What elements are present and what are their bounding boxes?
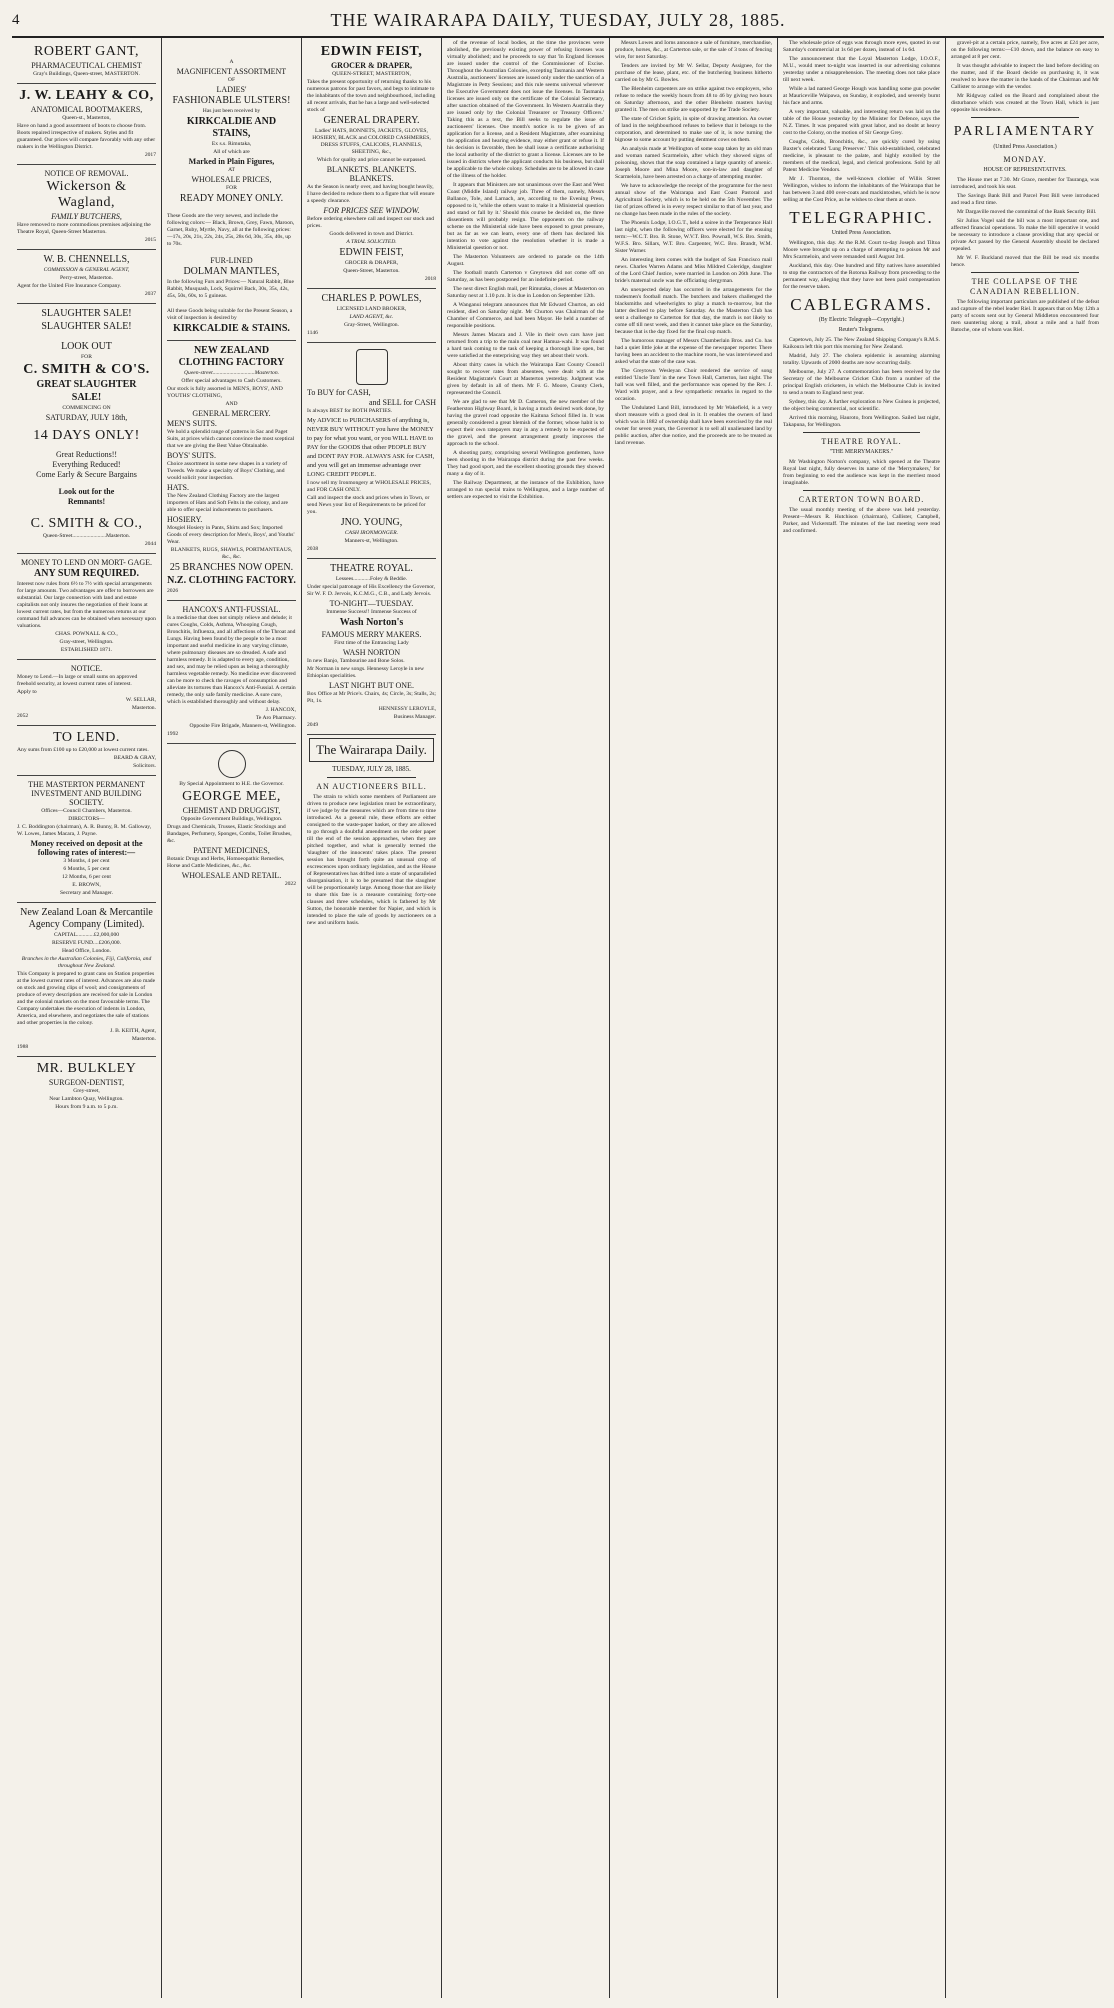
ad-place: Masterton. xyxy=(131,705,156,711)
ad-role: LICENSED LAND BROKER, xyxy=(336,306,407,312)
ad-line: BLANKETS, RUGS, SHAWLS, PORTMANTEAUS, &c., &c. xyxy=(170,547,293,560)
section-title-telegraphic: TELEGRAPHIC. xyxy=(789,208,934,227)
news-item: A shooting party, comprising several Wellington gentlemen, have been shooting in the Wairarapa district during the past few weeks. They had good sport, and the excellent shooting grounds they showed many a day of it. xyxy=(447,450,604,477)
ad-hours: Hours from 9 a.m. to 5 p.m. xyxy=(55,1104,118,1110)
ad-line: FASHIONABLE ULSTERS! xyxy=(172,95,291,106)
news-item: The Undulated Land Bill, introduced by Mr Wakefield, is a very short measure with a good deal in it. It enables the owners of land which was in 1882 of ownership shall have been exercised by the real owner for seven years, the Governor is to sell all unalienated land by public auction, after due notice, and the proceeds are to be treated as land revenue. xyxy=(615,405,772,446)
ad-line: Come Early & Secure Bargains xyxy=(36,470,137,479)
parliament-item: Sir Julius Vogel said the bill was a most important one, and affected financial operations. To make the bill operative it would be necessary to introduce a clause providing that any special or private Act passed by the General Assembly should be declared repealed. xyxy=(951,218,1099,252)
news-item: An unexpected delay has occurred in the arrangements for the tradesmen's football match. The butchers and bakers challenged the blacksmiths and wheelwrights to play a match to-morrow, but the latter declined to play before Saturday. As the Masterton Club has sent a challenge to Carterton for that day, the match is not likely to come off till next week, and then it cannot take place on the Saturday, because that is the day fixed for the final cup match. xyxy=(615,287,772,335)
ad-chennells xyxy=(17,250,156,304)
column-2 xyxy=(162,38,302,1998)
news-item: An interesting item comes with the budget of San Francisco mail news. Charles Warren Adams and Miss Mildred Coleridge, daughter of the Lord Chief Justice, were married in London on 26th June. The bride's maternal uncle was the officiating clergyman. xyxy=(615,257,772,284)
ad-reserve: RESERVE FUND....£206,000. xyxy=(51,940,121,946)
ad-name: J. HANCOX, xyxy=(265,707,296,713)
ad-office: Head Office, London. xyxy=(62,948,111,954)
ad-number: 2015 xyxy=(144,237,156,243)
ad-number: 2037 xyxy=(144,291,156,297)
ad-head: HANCOX'S ANTI-FUSSIAL. xyxy=(182,605,281,614)
ad-name: EDWIN FEIST, xyxy=(320,44,423,59)
ad-names: J. C. Boddington (chairman), A. R. Bunny, R. M. Galloway, W. Lowes, James Macara, J. Payne. xyxy=(17,824,152,837)
review-text: Mr Washington Norton's company, which opened at the Theatre Royal last night, fully deserves its name of the 'Merrymakers,' for from beginning to end the audience was kept in the merriest mood imaginable. xyxy=(783,459,940,486)
ad-line: TO-NIGHT—TUESDAY. xyxy=(329,599,414,608)
ad-role: SURGEON-DENTIST, xyxy=(48,1078,125,1087)
section-subtitle: "THE MERRYMAKERS." xyxy=(829,449,894,455)
ad-address: Perry-street, Masterton. xyxy=(60,275,113,281)
news-item: It appears that Ministers are not unanimous over the East and West Coast (Middle Island) railway job. Three of them, namely, Messrs Ballance, Tole, and Larnach, are, according to the Evening Press, opposed to it, 'while the others want to make it a Ministerial question and stand or fall by it.' Should this course be decided on, the three dissentients will probably resign. The opponents on the railway scheme on the Ministerial side have been exposed to great pressure, but as far as we can learn, every one of them has declared his intention to vote against the resolution whether it is made a Ministerial question or not. xyxy=(447,182,604,251)
ad-text: Have removed to more commodious premises adjoining the Theatre Royal, Queen-Street Masterton. xyxy=(17,222,151,235)
ad-head: MONEY TO LEND ON MORT- GAGE. xyxy=(20,558,153,567)
ad-role: GROCER & DRAPER, xyxy=(344,260,399,266)
column-3 xyxy=(302,38,442,1998)
editorial-date: TUESDAY, JULY 28, 1885. xyxy=(332,765,411,773)
ad-address: Queen-Street, Masterton. xyxy=(343,268,400,274)
cablegram: Madrid, July 27. The cholera epidemic is assuming alarming totality. Upwards of 2000 deaths are now occurring daily. xyxy=(783,353,940,366)
ad-nz-loan xyxy=(17,903,156,1057)
house-heading: HOUSE OF REPRESENTATIVES. xyxy=(983,167,1067,173)
news-item: Messrs Lowes and Iorns announce a sale of furniture, merchandise, produce, horses, &c., at Carterton sale, or the sale of 3 tons of fencing wire, for next Saturday. xyxy=(615,40,772,60)
ad-sub: LAND AGENT, &c. xyxy=(349,314,394,320)
news-item: While a lad named George Hough was handling some gun powder at Mauriceville Waipawa, on Sunday, it exploded, and severely burnt his face and arms. xyxy=(783,86,940,106)
ad-rate: 12 Months, 6 per cent xyxy=(62,874,111,880)
ad-text: Is a medicine that does not simply relieve and delude; it cures Coughs, Colds, Asthma, Whooping Cough, Bronchitis, Influenza, and all affections of the Throat and Lungs. Having been found by the people to be a most important and useful medicine in any varying climate, where pulmonary diseases are so dreaded. A safe and harmless remedy. It is adapted to every age, condition, and sex, and may be relied upon as being a thoroughly harmless vegetable remedy. No medicine ever discovered can be more to check the ravages of consumption and alleviate its tortures than Hancox's Anti-Fussial. A certain remedy, the only safe family medicine. A sure cure, which is established thoroughly and without delay. xyxy=(167,615,296,705)
report-text: Mr Ridgway called on the Board and complained about the disturbance which was created at the Town Hall, which is just opposite his residence. xyxy=(951,93,1099,113)
ad-text: Before ordering elsewhere call and inspect our stock and prices. xyxy=(307,216,435,229)
ad-apply: Apply to xyxy=(17,689,37,695)
ad-head: THE MASTERTON PERMANENT INVESTMENT AND BUILDING SOCIETY. xyxy=(28,780,145,807)
ad-place: Manners-st, Wellington. xyxy=(344,538,399,544)
ad-jno-young xyxy=(307,343,436,559)
ad-line: GENERAL MERCERY. xyxy=(192,409,271,418)
ad-role: Te Aro Pharmacy. xyxy=(255,715,296,721)
ad-building-society xyxy=(17,776,156,903)
ad-line: WHOLESALE AND RETAIL. xyxy=(181,871,282,880)
ad-line: N.Z. CLOTHING FACTORY. xyxy=(167,575,296,586)
ad-theatre-royal xyxy=(307,559,436,735)
ad-notice-sellar xyxy=(17,660,156,726)
ad-text: Our stock is fully assorted in MEN'S, BOYS', AND YOUTHS' CLOTHING, xyxy=(167,386,283,399)
ad-line: FUR-LINED xyxy=(210,256,253,265)
cablegram: Capetown, July 25. The New Zealand Shipping Company's R.M.S. Kaikoura left this port this morning for New Zealand. xyxy=(783,337,940,350)
section-title-carterton: CARTERTON TOWN BOARD. xyxy=(798,495,925,504)
ad-appointment: By Special Appointment to H.E. the Governor. xyxy=(179,781,284,787)
ad-powles xyxy=(307,289,436,343)
section-subtitle: United Press Association. xyxy=(831,230,892,236)
parliament-item: Mr Dargaville moved the committal of the Bank Security Bill. xyxy=(957,209,1097,215)
ad-line: SLAUGHTER SALE! xyxy=(41,321,132,332)
parliament-item: The Savings Bank Bill and Parcel Post Bill were introduced and read a first time. xyxy=(951,193,1099,206)
ad-line: A TRIAL SOLICITED. xyxy=(346,239,397,245)
ad-line: Ladies' HATS, BONNETS, JACKETS, GLOVES, HOSIERY, BLACK and COLORED CASHMERES, DRESS STUFFS, CALICOES, FLANNELS, SHEETING, &c., xyxy=(312,128,431,155)
ad-line: 25 BRANCHES NOW OPEN. xyxy=(169,562,294,573)
masthead xyxy=(12,6,1104,38)
divider xyxy=(803,432,920,433)
parliament-item: Mr W. F. Buckland moved that the Bill be read six months hence. xyxy=(951,255,1099,268)
ad-date: SATURDAY, JULY 18th, xyxy=(45,413,128,422)
ad-line: GENERAL DRAPERY. xyxy=(323,115,420,126)
ad-name: Wickerson & Wagland, xyxy=(46,179,127,210)
news-item: We are glad to see that Mr D. Cameron, the new member of the Featherston Highway Board, is having a much desired work done, by having the gravel road opposite the Kaituna School filled in. It was generally considered a great blemish of the former, whose habit is to expect their own ratepayers may in any a remedy to be expected of the gravel, and the present arrangement greatly improves the approach to the school. xyxy=(447,399,604,447)
ad-wickerson xyxy=(17,165,156,250)
ad-name: CHARLES P. POWLES, xyxy=(321,293,422,304)
ad-line: FOR xyxy=(226,185,237,191)
parliament-item: The House met at 7.30. Mr Grace, member for Tauranga, was introduced, and took his seat. xyxy=(951,177,1099,190)
ad-head: TO LEND. xyxy=(53,730,120,745)
ad-address: Queen-st., Masterton, xyxy=(62,115,111,121)
news-item: The Masterton Volunteers are ordered to parade on the 14th August. xyxy=(447,254,604,267)
ad-name: MR. BULKLEY xyxy=(36,1061,137,1076)
ad-subhead: HATS. xyxy=(167,483,190,492)
ad-name: W. B. CHENNELLS, xyxy=(43,254,130,265)
ad-trade: FAMILY BUTCHERS, xyxy=(51,212,122,221)
ad-text: Box Office at Mr Price's. Chairs, 4s; Circle, 3s; Stalls, 2s; Pit, 1s. xyxy=(307,691,436,704)
news-item: The Railway Department, at the instance of the Exhibition, have arranged to run special trains to Wellington, and a large number of settlers are expected to visit the Exhibition. xyxy=(447,480,604,500)
ad-est: ESTABLISHED 1871. xyxy=(60,647,113,653)
ad-line: 14 DAYS ONLY! xyxy=(33,428,140,443)
ad-sub: ANY SUM REQUIRED. xyxy=(34,568,139,579)
ad-number: 1988 xyxy=(17,1044,29,1050)
ad-line: LADIES' xyxy=(216,85,247,94)
ad-text: Agent for the United Fire Insurance Company. xyxy=(17,283,122,289)
ad-line: BLANKETS. BLANKETS. BLANKETS. xyxy=(326,165,417,183)
ad-hancox xyxy=(167,601,296,744)
news-item: The state of Cricket Spirit, in spite of drawing attention. An owner of land in the neighbourhood refuses to believe that it belongs to the corporation, and determined to make use of it, is now turning the bignose to some account by putting dentment cows on them. xyxy=(615,116,772,143)
ad-text: Botanic Drugs and Herbs, Homoeopathic Remedies, Horse and Cattle Medicines, &c., &c. xyxy=(167,856,285,869)
ad-line: Offer special advantages to Cash Customers. xyxy=(181,378,282,384)
ad-text: The New Zealand Clothing Factory are the largest importers of Hats and Soft Felts in the colony, and are able to offer special inducements to purchasers. xyxy=(167,493,288,513)
news-item: The wholesale price of eggs was through more eyes, quoted in our Saturday's commercial at 1s 6d per dozen, instead of 1s 6d. xyxy=(783,40,940,53)
ad-line: and SELL for CASH xyxy=(368,398,436,407)
day-heading: MONDAY. xyxy=(1003,155,1047,164)
ad-text: These Goods are the very newest, and include the following colors:— Black, Brown, Grey, Fawn, Maroon, Garnet, Ruby, Myrtle, Navy, all at the following prices:—17s, 20s, 21s, 22s, 24s, 25s, 28s 6d, 30s, 35s, 40s, up to 70s. xyxy=(167,213,295,247)
ad-name: JNO. YOUNG, xyxy=(340,517,403,528)
column-1 xyxy=(12,38,162,1998)
ad-text: Mr Norman in new songs. Hennessy Leroyle in new Ethiopian specialities. xyxy=(307,666,424,679)
ad-role: CASH IRONMONGER. xyxy=(344,530,399,536)
section-subtitle: (United Press Association.) xyxy=(993,144,1057,150)
divider xyxy=(327,777,416,778)
ad-address: Gray-Street, Wellington. xyxy=(344,322,399,328)
ad-name: HENNESSY LEROYLE, xyxy=(378,706,436,712)
ad-line: FAMOUS MERRY MAKERS. xyxy=(321,630,422,639)
leader-text: The strain to which some members of Parliament are driven to produce new legislation must be extraordinary, if we judge by the measures which are from time to time introduced. As a general rule, these efforts are either consigned to the waste-paper basket, or they are allowed to go through a doubtful amendment on the order paper till the end of the session approaches, when they are pitched together, and what is generally termed the 'slaughter of the innocents' takes place. The present session has brought forth quite an unusual crop of excrescences upon ordinary legislation, and as the House of Representatives has drifted into a state of unparalleled disorganisation, it is to be presumed that the slaughter will be proportionately large. Among those that are likely to share this fate is a measure containing forty-one clauses and three schedules, which is fathered by Mr Sutton, the honorable member for Napier, and which is intended to place the sale of goods by auctioneers on a new and uniform basis. xyxy=(307,794,436,926)
divider xyxy=(971,117,1079,118)
ad-line: LOOK OUT xyxy=(61,341,112,352)
ad-text: All these Goods being suitable for the Present Season, a visit of inspection is desired by xyxy=(167,308,293,321)
ad-branches: Branches in the Australian Colonies, Fiji, California, and throughout New Zealand. xyxy=(21,956,152,969)
ad-name: J. W. LEAHY & CO, xyxy=(19,88,154,103)
ad-trade: PHARMACEUTICAL CHEMIST xyxy=(31,61,142,70)
ad-text: In new Banjo, Tambourine and Bone Solos. xyxy=(307,658,405,664)
section-title-parliamentary: PARLIAMENTARY xyxy=(953,124,1097,139)
ad-line: OF xyxy=(227,77,236,83)
cablegram: Sydney, this day. A further exploration to New Guinea is projected, the object being commercial, not scientific. xyxy=(783,399,940,412)
ad-role: Secretary and Manager. xyxy=(60,890,113,896)
ad-number: 2022 xyxy=(284,881,296,887)
ad-text: Interest now rules from 6½ to 7½ with special arrangements for large amounts. Two advantages are offer to borrowers are substantial. Our large connection with land and estate capitalists not only insures the negotiation of their loans at lowest current rates, but from the numerous returns at our command full advances can be obtained when necessary upon valuations. xyxy=(17,581,156,629)
ad-line: Immense Success!! Immense Success of xyxy=(326,609,417,615)
column-4 xyxy=(442,38,610,1998)
ad-number: 2018 xyxy=(424,276,436,282)
ad-line: AT xyxy=(228,167,235,173)
ad-text: Takes the present opportunity of returning thanks to his numerous patrons for past favors, and begs to intimate to the inhabitants of the town and neighbourhood, including all recent arrivals, that he has a large and well-selected stock of xyxy=(307,79,436,113)
ad-offices: Offices—Council Chambers, Masterton. xyxy=(41,808,132,814)
ad-line: MAGNIFICENT ASSORTMENT xyxy=(176,67,287,76)
ad-line: First time of the Entrancing Lady xyxy=(334,640,409,646)
section-title-theatre: THEATRE ROYAL. xyxy=(821,437,902,446)
ad-rate: 3 Months, 4 per cent xyxy=(63,858,110,864)
ad-line: Is always BEST for BOTH PARTIES. xyxy=(307,408,393,414)
cablegram: Arrived this morning, Hauroto, from Wellington. Sailed last night, Takapuna, for Wellington. xyxy=(783,415,940,428)
ad-line: Goods delivered in town and District. xyxy=(329,231,414,237)
editorial-masthead: The Wairarapa Daily. xyxy=(309,738,434,762)
ad-address: Opposite Fire Brigade, Manners-st, Wellington. xyxy=(189,723,296,729)
ad-role: GROCER & DRAPER, xyxy=(330,61,413,70)
ad-role: Solicitors. xyxy=(133,763,156,769)
ad-text: Mosgiel Hosiery in Pants, Shirts and Sox; Imported Goods of every description for Men's, Boys', and Youths' Wear. xyxy=(167,525,295,545)
ad-line: Marked in Plain Figures, xyxy=(188,157,275,166)
ad-line: SALE! xyxy=(71,392,102,403)
ad-line: Look out for the xyxy=(58,487,115,496)
ad-name: BEARD & GRAY, xyxy=(113,755,156,761)
ad-edwin-feist xyxy=(307,40,436,289)
divider xyxy=(803,490,920,491)
ad-line: FOR PRICES SEE WINDOW. xyxy=(323,206,420,215)
ad-line: Lessees............Foley & Beddie. xyxy=(335,576,408,582)
columns xyxy=(12,38,1104,1998)
report-text: gravel-pit at a certain price, namely, five acres at £24 per acre, on the following terms:—£10 down, and the balance on easy to arranged at 8 per cent. xyxy=(951,40,1099,60)
ad-name: GEORGE MEE, xyxy=(182,789,281,804)
ad-line: Remnants! xyxy=(67,497,106,506)
ad-subhead: MEN'S SUITS. xyxy=(167,419,217,428)
report-text: The usual monthly meeting of the above was held yesterday. Present—Messrs R. Hutchison (chairman), Callister, Campbell, Parker, and Vickerstaff. The minutes of the last meeting were read and confirmed. xyxy=(783,507,940,534)
ad-directors: DIRECTORS— xyxy=(68,816,105,822)
ad-address: QUEEN-STREET, MASTERTON, xyxy=(332,71,411,77)
section-subtitle: (By Electric Telegraph—Copyright.) xyxy=(818,317,905,323)
telegram: Auckland, this day. One hundred and fifty natives have assembled to stop the contractors of the Rotorua Railway from proceeding to the permanent way, alleging that they have not been paid compensation for the reserve taken. xyxy=(783,263,940,290)
ad-firm: KIRKCALDIE & STAINS. xyxy=(173,323,290,334)
article-text: of the revenue of local bodies, at the time the provinces were abolished, the previously existing power of refusing licenses was virtually abolished; and he proceeds to say that 'In England licenses are issued under the control of the Commissioner of Excise. Throughout the Australian Colonies, excepting Tasmania and Western Australia, auctioneers' licenses are issued only under the sanction of a Magistrate in Petty Sessions; and this rule seems universal wherever the Executive Government does not issue the licenses. In Tasmania licenses are issued only on the certificate of the Colonial Secretary, after sanction obtained of the Government. In Western Australia they are issued only by the Colonial Treasurer or Treasury Officers.' Taking this as a text, the Bill seeks to regulate the issue of auctioneers' licenses. One month's notice is to be given of an application for a license, and a Resident Magistrate, after examining the application and hearing evidence, may either grant or refuse it. If his decision is favorable, then he shall issue a certificate authorising the local authority of the district to grant a license. Licenses are to be issued in districts where the applicant conducts his business, but shall be applicable to the whole colony. Schedules are to be allowed in case of the illness of the holder. xyxy=(447,40,604,179)
ad-agent: J. B. KEITH, Agent, xyxy=(110,1028,156,1034)
section-title-collapse: THE COLLAPSE OF THE CANADIAN REBELLION. xyxy=(969,277,1081,296)
leader-title: AN AUCTIONEERS BILL. xyxy=(316,782,427,791)
ad-line: AND xyxy=(225,401,238,407)
ad-number: 1992 xyxy=(167,731,179,737)
ad-role: Business Manager. xyxy=(393,714,436,720)
news-item: The next direct English mail, per Rimutaka, closes at Masterton on Saturday next at 1.10 p.m. It is due in London on September 12th. xyxy=(447,286,604,299)
ad-line: GREAT SLAUGHTER xyxy=(36,379,137,390)
news-item: A very important, valuable, and interesting return was laid on the table of the House yesterday by the Minister for Defence, says the N.Z. Times. It was prepared with great labor, and no doubt at heavy cost to the Colony, on the motion of Sir George Grey. xyxy=(783,109,940,136)
ad-text: I now sell my Ironmongery at WHOLESALE PRICES, and FOR CASH ONLY. xyxy=(307,480,431,493)
section-title-cablegrams: CABLEGRAMS. xyxy=(790,295,933,314)
ad-capital: CAPITAL............£2,000,000 xyxy=(53,932,120,938)
ad-role: CHEMIST AND DRUGGIST, xyxy=(182,806,281,815)
newspaper-title: THE WAIRARAPA DAILY, TUESDAY, JULY 28, 1885. xyxy=(330,10,786,30)
royal-arms-icon xyxy=(218,750,246,778)
news-item: A Wanganui telegram announces that Mr Edward Churton, an old resident, died on Saturday night. Mr Churton was Chairman of the Chamber of Commerce, and had been Mayor. He held a number of responsible positions. xyxy=(447,302,604,329)
ad-subhead: BOYS' SUITS. xyxy=(167,451,217,460)
ad-address: Opposite Government Buildings, Wellington. xyxy=(180,816,283,822)
news-item: About thirty cases in which the Wairarapa East County Council sought to recover rates from absentees, were dealt with at the Resident Magistrate's Court at Masterton yesterday. Judgment was given by default in all of them. Mr F. G. Moore, County Clerk, represented the Council. xyxy=(447,362,604,396)
ad-name: NEW ZEALAND CLOTHING FACTORY xyxy=(178,345,285,368)
ad-trade: COMMISSION & GENERAL AGENT, xyxy=(43,267,130,273)
ad-line: Great Reductions!! xyxy=(55,450,118,459)
ad-slaughter-sale xyxy=(17,304,156,554)
ad-text: My ADVICE to PURCHASERS of anything is, NEVER BUY WITHOUT you have the MONEY to pay for what you want, or you WILL HAVE to PAY for the GOODS that other PEOPLE BUY and DONT PAY FOR. ALWAYS ASK for CASH, and you will get an immense advantage over LONG CREDIT PEOPLE. xyxy=(307,417,435,478)
ad-text: In the following Furs and Prices:— Natural Rabbit, Blue Rabbit, Musquash, Lock, Squirrel Back, 30s, 35s, 42s, 45s, 50s, 60s, to 5 guineas. xyxy=(167,279,294,299)
ad-rate: 6 Months, 5 per cent xyxy=(63,866,110,872)
cablegram: Melbourne, July 27. A commemoration has been received by the Secretary of the Melbourne Cricket Club from a number of the principal English cricketers, in which the Melbourne Club is invited to send a team to England next year. xyxy=(783,369,940,396)
ad-bulkley xyxy=(17,1057,156,1116)
ad-nz-clothing-factory xyxy=(167,341,296,601)
news-item: Tenders are invited by Mr W. Sellar, Deputy Assignee, for the purchase of the lease, plant, etc. of the butchering business hitherto carried on by Mr G. Bowles. xyxy=(615,63,772,83)
news-item: The Blenheim carpenters are on strike against two employers, who refuse to reduce the weekly hours from 48 to 46 by giving two hours on Saturday afternoon, and the other Blenheim masters having granted it. The men on strike are supported by the Trade Society. xyxy=(615,86,772,113)
ad-trade: ANATOMICAL BOOTMAKERS, xyxy=(30,105,143,114)
ad-line: All of which are xyxy=(213,149,250,155)
ad-line: WHOLESALE PRICES, xyxy=(191,175,272,184)
ad-text: Any sums from £100 up to £20,000 at lowest current rates. xyxy=(17,747,149,753)
ad-firm: C. SMITH & CO'S. xyxy=(23,362,150,377)
column-7 xyxy=(946,38,1104,1998)
ad-address: Grey-street, xyxy=(73,1088,100,1094)
news-item: Mr J. Thornton, the well-known clothier of Willis Street Wellington, wishes to inform the inhabitants of the Wairarapa that he has between 3 and 400 over-coats and mackintoshes, which he is now selling at the Cost Price, as he wishes to clear them at once. xyxy=(783,176,940,203)
news-item: The announcement that the Loyal Masterton Lodge, I.O.O.F., M.U., would meet to-night was inserted in our advertising columns yesterday under a misapprehension. The meeting does not take place till next week. xyxy=(783,56,940,83)
ad-line: Has just been received by xyxy=(202,108,261,114)
news-item: The Greytown Wesleyan Choir rendered the service of song entitled 'Uncle Tom' in the new Town Hall, Carterton, last night. The hall was well filled, and the performance was opened by the Rev. J. Ward with prayer, and a few sympathetic remarks in regard to the occasion. xyxy=(615,368,772,402)
ad-street: Queen-Street........................Masterton. xyxy=(42,533,131,539)
ad-george-mee xyxy=(167,744,296,893)
telegram: Wellington, this day. At the R.M. Court to-day Joseph and Tiltoa Moore were brought up on a charge of attempting to poison Mr and Mrs Scarmeloin, and were remanded until August 3rd. xyxy=(783,240,940,260)
ad-line: A xyxy=(229,59,234,65)
ad-number: 2052 xyxy=(17,713,29,719)
ad-number: 2044 xyxy=(144,541,156,547)
ad-line: Everything Reduced! xyxy=(52,460,121,469)
ad-street: Queen-street..............................Masterton. xyxy=(183,370,280,376)
ad-line: To BUY for CASH, xyxy=(307,388,371,397)
ad-head: THEATRE ROYAL. xyxy=(330,563,413,574)
ad-money: Money received on deposit at the following rates of interest:— xyxy=(30,839,143,857)
ad-leahy xyxy=(17,84,156,165)
crest-icon xyxy=(356,349,388,385)
news-item: We have to acknowledge the receipt of the programme for the next annual show of the Wairarapa and East Coast Pastoral and Agricultural Society, which is to be held on the 5th November. The list of prizes offered is in every respect similar to that of last year, and no change has been made in the rules of the society. xyxy=(615,183,772,217)
ad-number: 2017 xyxy=(144,152,156,158)
ad-to-lend xyxy=(17,726,156,776)
ad-robert-gant xyxy=(17,40,156,84)
ad-text: Under special patronage of His Excellency the Governor, Sir W. F. D. Jervois, K.C.M.G., C.B., and Lady Jervois. xyxy=(307,584,436,597)
section-subtitle: Reuter's Telegrams. xyxy=(838,327,885,333)
ad-kirkcaldie xyxy=(167,40,296,341)
ad-line: Ex s.s. Rimutaka, xyxy=(211,141,252,147)
ad-number: 2049 xyxy=(307,722,319,728)
ad-notice: NOTICE OF REMOVAL. xyxy=(44,169,129,178)
ad-name: ROBERT GANT, xyxy=(34,44,139,59)
news-item: The Phoenix Lodge, I.O.G.T., held a soiree in the Temperance Hall last night, when the following officers were elected for the ensuing term:—W.C.T. Bro. B. Stone, W.V.T. Bro. Pownall, W.S. Bro. Smith, W.F.S. Bro. Sillars, W.T. Bro. Carpenter, W.C. Bro. Brandt, W.M. Sister Warner. xyxy=(615,220,772,254)
report-text: It was thought advisable to inspect the land before deciding on the matter, and if the Board decide on purchasing it, it was resolved to leave the matter in the hands of the Chairman and Mr Callister to arrange with the vendor. xyxy=(951,63,1099,90)
ad-secretary: E. BROWN, xyxy=(72,882,101,888)
column-6 xyxy=(778,38,946,1998)
news-item: The humorous manager of Messrs Chamberlain Bros. and Co. has had a quiet little joke at the expense of the newspaper reporter. There having been an accident to the machine room, he was interviewed and asked what the state of the case was. xyxy=(615,338,772,365)
divider xyxy=(971,272,1079,273)
ad-name: W. SELLAR, xyxy=(125,697,156,703)
ad-name: CHAS. POWNALL & CO., xyxy=(55,631,118,637)
ad-text: This Company is prepared to grant cans on Station properties at the lowest current rates of interest. Advances are also made on stock and growing clips of wool; and consignments of produce of every description are received for sale in London and the colonial markets on the most favourable terms. The Company undertakes the execution of indents in London, America, and elsewhere, and negotiates the sale of stations and other properties in the colony. xyxy=(17,971,156,1026)
ad-firm: C. SMITH & CO., xyxy=(30,516,143,531)
ad-line: COMMENCING ON xyxy=(62,405,111,411)
ad-line: Which for quality and price cannot be surpassed. xyxy=(316,157,427,163)
news-item: The football match Carterton v Greytown did not come off on Saturday, as has been postponed for an indefinite period. xyxy=(447,270,604,283)
ad-head: NOTICE. xyxy=(70,664,103,673)
ad-line: SLAUGHTER SALE! xyxy=(41,308,132,319)
ad-firm: KIRKCALDIE AND STAINS, xyxy=(186,116,277,139)
ad-text: Money to Lend.—In large or small sums on approved freehold security, at lowest current rates of interest. xyxy=(17,674,138,687)
article-text: The following important particulars are published of the defeat and capture of the rebel leader Riel. It appears that on May 12th a party of scouts sent out by General Middleton encountered four men sauntering along a trail, about a mile and a half from Batoche, one of whom was Riel. xyxy=(951,299,1099,333)
ad-text: Choice assortment in some new shapes in a variety of Tweeds. We make a specialty of Boys' Clothing, and would solicit your inspection. xyxy=(167,461,288,481)
column-5 xyxy=(610,38,778,1998)
ad-near: Near Lambton Quay, Wellington. xyxy=(49,1096,124,1102)
ad-line: Wash Norton's xyxy=(339,617,404,628)
ad-text: Drugs and Chemicals, Trusses, Elastic Stockings and Bandages, Perfumery, Sponges, Combs, Toilet Brushes, &c. xyxy=(167,824,292,844)
ad-line: WASH NORTON xyxy=(342,648,401,657)
ad-text: Call and inspect the stock and prices when in Town, or send News your list of Requirements to be priced for you. xyxy=(307,495,430,515)
ad-subhead: HOSIERY. xyxy=(167,515,203,524)
ad-number: 1146 xyxy=(307,330,318,336)
ad-place: Masterton. xyxy=(131,1036,156,1042)
ad-line: LAST NIGHT BUT ONE. xyxy=(329,681,414,690)
ad-line: PATENT MEDICINES, xyxy=(193,846,270,855)
ad-address: Gray's Buildings, Queen-street, MASTERTON. xyxy=(33,71,140,77)
ad-text: We hold a splendid range of patterns in Sac and Paget Suits, at prices which cannot convince the most sceptical that we are giving the Best Value Obtainable. xyxy=(167,429,295,449)
ad-number: 2026 xyxy=(167,588,179,594)
ad-text: As the Season is nearly over, and having bought heavily, I have decided to reduce them to a figure that will ensure a speedy clearance. xyxy=(307,184,435,204)
page-number: 4 xyxy=(12,12,20,28)
ad-money-to-lend xyxy=(17,554,156,660)
news-item: Messrs James Macara and J. Vile in their own cars have just returned from a trip to the main coal near Hamua-wahi. It was found a hard task coming to the task of keeping a thorough line open, but were satisfied at the enterprising way they set about their work. xyxy=(447,332,604,359)
ad-line: FOR xyxy=(81,354,92,360)
ad-line: READY MONEY ONLY. xyxy=(179,193,284,204)
ad-name: EDWIN FEIST, xyxy=(339,247,404,258)
ad-name: New Zealand Loan & Mercantile Agency Company (Limited). xyxy=(20,907,153,930)
ad-number: 2038 xyxy=(307,546,319,552)
ad-line: DOLMAN MANTLES, xyxy=(183,266,280,277)
ad-text: Have on hand a good assortment of boots to choose from. Boots repaired irrespective of makers. Styles and fit guaranteed. Our prices will compare favorably with any other makers in the Wellington District. xyxy=(17,123,156,150)
news-item: Coughs, Colds, Bronchitis, &c., are quickly cured by using Baxter's celebrated 'Lung Preserver.' This old-established, celebrated medicine, is pleasant to the palate, and highly extolled by the members of the medical, legal, and clerical professions. Sold by all Patent Medicine Vendors. xyxy=(783,139,940,173)
news-item: An analysis made at Wellington of some soap taken by an old man and woman named Scarmeloin, after which they showed signs of poisoning, shows that the soap contained a large quantity of arsenic. Joseph Moore and Mina Moore, son-in-law and daughter of Scarmeloin, have been arrested on a charge of attempting murder. xyxy=(615,146,772,180)
ad-address: Gray-street, Wellington. xyxy=(59,639,114,645)
